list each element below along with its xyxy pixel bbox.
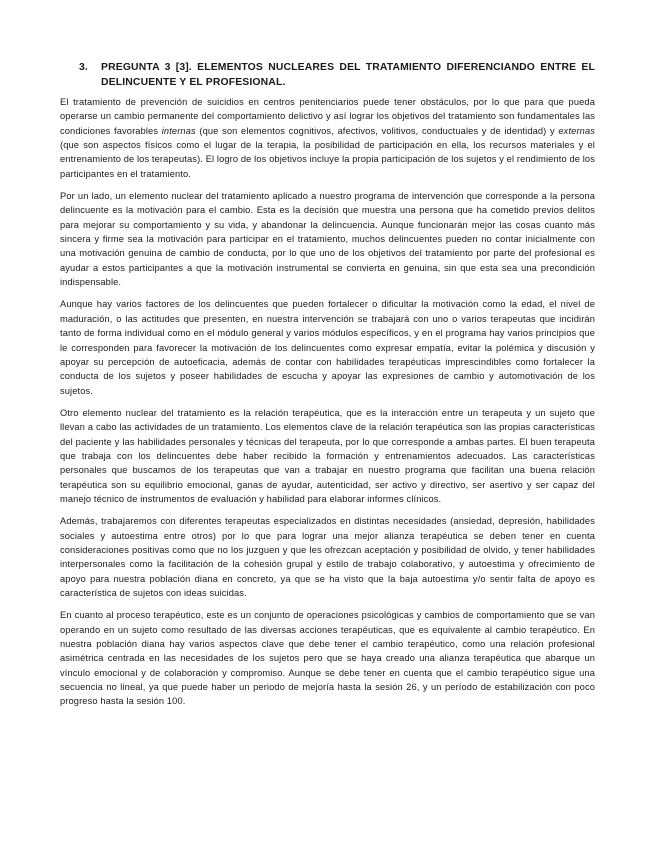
p1-internas: internas xyxy=(161,125,196,136)
paragraph-1 xyxy=(60,95,595,181)
paragraph-4: Otro elemento nuclear del tratamiento es la relación terapéutica, que es la interacción entre un terapeuta y un sujeto que llevan a cabo las actividades de un tratamiento. Los elementos clave de la relación terapéutica son las propias características del paciente y las habilidades personales y técnicas del terapeuta, por lo que corresponde a ambas partes. El buen terapeuta que trabaja con los delincuentes debe haber recibido la formación y entrenamientos adecuados. Las características personales que buscamos de los terapeutas que van a trabajar en nuestro programa que facilitan una buena relación terapéutica son su equilibrio emocional, ganas de ayudar, autenticidad, ser activo y directivo, ser asertivo y ser capaz del manejo técnico de instrumentos de evaluación y habilidad para elaborar informes clínicos. xyxy=(60,407,595,504)
paragraph-6: En cuanto al proceso terapéutico, este es un conjunto de operaciones psicológicas y cambios de comportamiento que se van operando en un sujeto como resultado de las diversas acciones terapéuticas, que es equivalente al cambio terapéutico. En nuestra población diana hay varios aspectos clave que debe tener el cambio terapéutico, como una relación profesional asimétrica centrada en las necesidades de los sujetos pero que se haya creado una alianza terapéutica que abarque un vínculo emocional y de colaboración y compromiso. Aunque se debe tener en cuenta que el cambio terapéutico sigue una secuencia no lineal, ya que puede haber un periodo de mejoría hasta la sesión 26, y un período de estabilización con poco progreso hasta la sesión 100. xyxy=(60,610,595,707)
section-number: 3. xyxy=(79,62,88,73)
p1-externas: externas xyxy=(558,125,596,136)
p1-text-c: (que son aspectos físicos como el lugar de la terapia, la posibilidad de participación en ella, los recursos materiales y el entrenamiento de los terapeutas). El logro de los objetivos incluye la propia participación de los sujetos y el rendimiento de los participantes en el tratamiento. xyxy=(60,140,595,179)
p1-text-b: (que son elementos cognitivos, afectivos, volitivos, conductuales y de identidad) y xyxy=(195,125,559,136)
paragraph-5: Además, trabajaremos con diferentes terapeutas especializados en distintas necesidades (ansiedad, depresión, habilidades sociales y autoestima entre otros) por lo que para lograr una mejor alianza terapéutica se deben tener en cuenta consideraciones positivas como que no los juzguen y que les ofrezcan aceptación y posibilidad de olvido, y tener habilidades interpersonales como la facilitación de la cohesión grupal y estilo de trabajo colaborativo, y autoestima y ofrecimiento de apoyo para nuestra población diana en concreto, ya que se ha visto que la baja autoestima y/o sentir falta de apoyo es característica de sujetos con ideas suicidas. xyxy=(60,516,595,598)
p1-text-a: El tratamiento de prevención de suicidios en centros penitenciarios puede tener obstáculos, por lo que para que pueda operarse un cambio permanente del comportamiento delictivo y así lograr los objetivos del tratamiento son fundamentales las condiciones favorables xyxy=(60,97,595,136)
paragraph-3: Aunque hay varios factores de los delincuentes que pueden fortalecer o dificultar la motivación como la edad, el nivel de maduración, o las actitudes que presenten, en nuestra intervención se trabajará con uno o varios terapeutas que incidirán tanto de forma individual como en el módulo general y varios módulos específicos, y en el programa hay varios principios que le corresponden para favorecer la motivación de los delincuentes como expresar empatía, evitar la polémica y discusión y apoyar su percepción de autoeficacia, además de contar con habilidades terapéuticas imprescindibles como fortalecer la conducta de los sujetos y poseer habilidades de escucha y apoyar las expresiones de cambio y automotivación de los sujetos. xyxy=(60,299,595,396)
section-heading xyxy=(60,60,595,90)
section-title: PREGUNTA 3 [3]. ELEMENTOS NUCLEARES DEL TRATAMIENTO DIFERENCIANDO ENTRE EL DELINCUENTE Y EL PROFESIONAL. xyxy=(101,62,595,88)
paragraph-2: Por un lado, un elemento nuclear del tratamiento aplicado a nuestro programa de intervención que corresponde a la persona delincuente es la motivación para el cambio. Esta es la decisión que muestra una persona que ha cometido previos delitos para mejorar su comportamiento y su vida, y abandonar la delincuencia. Aunque funcionarán mejor las cosas cuanto más sincera y firme sea la motivación para participar en el tratamiento, muchos delincuentes pueden no contar inicialmente con una motivación genuina de cambio de conducta, por lo que uno de los objetivos del tratamiento por parte del profesional es ayudar a estos participantes a que la motivación instrumental se convierta en genuina, sin que esta sea una precondición indispensable. xyxy=(60,191,595,288)
